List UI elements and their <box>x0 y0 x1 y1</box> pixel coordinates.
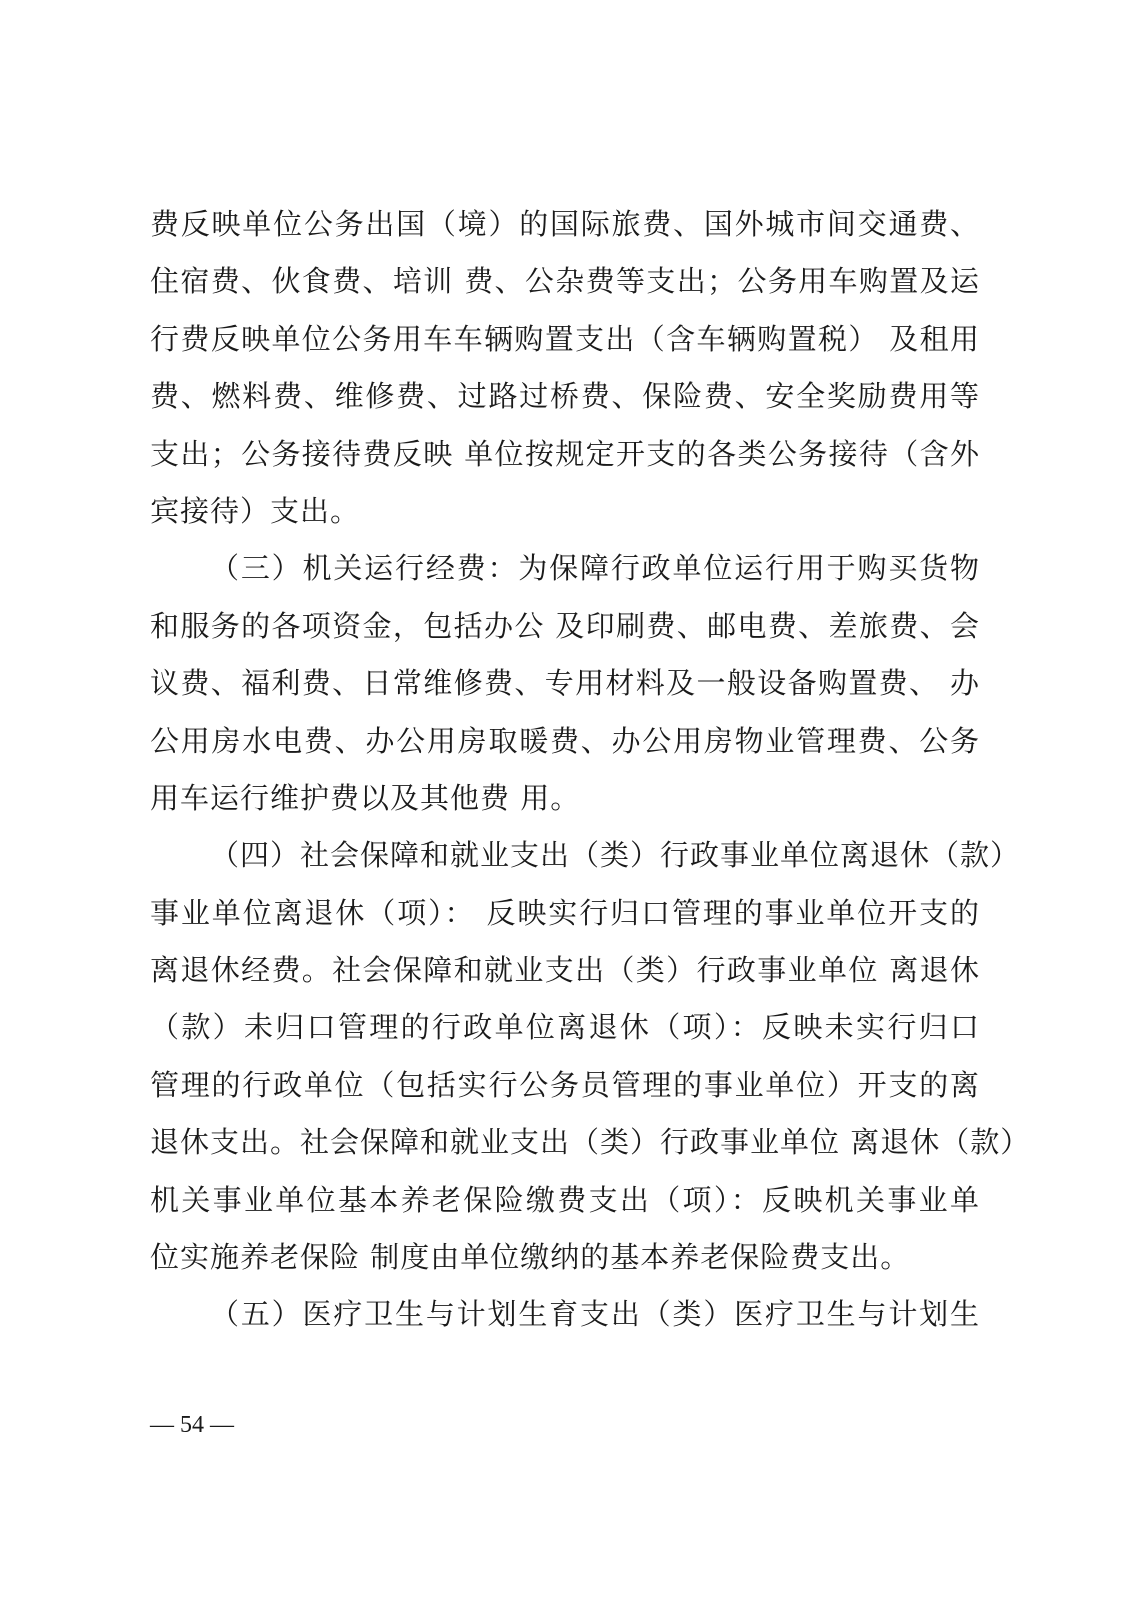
text-line: 宾接待）支出。 <box>150 493 361 528</box>
text-line: 支出；公务接待费反映 单位按规定开支的各类公务接待（含外 <box>150 436 980 471</box>
text-line: 管理的行政单位（包括实行公务员管理的事业单位）开支的离 <box>150 1067 980 1102</box>
text-line: （四）社会保障和就业支出（类）行政事业单位离退休（款） <box>210 838 1021 873</box>
document-body <box>150 196 1031 1344</box>
text-line: 退休支出。社会保障和就业支出（类）行政事业单位 离退休（款） <box>150 1125 1031 1160</box>
text-line: 住宿费、伙食费、培训 费、公杂费等支出；公务用车购置及运 <box>150 264 980 299</box>
text-line: 离退休经费。社会保障和就业支出（类）行政事业单位 离退休 <box>150 953 980 988</box>
text-line: 机关事业单位基本养老保险缴费支出（项）：反映机关事业单 <box>150 1182 980 1217</box>
text-line: 公用房水电费、办公用房取暖费、办公用房物业管理费、公务 <box>150 723 980 758</box>
text-line: 事业单位离退休（项）： 反映实行归口管理的事业单位开支的 <box>150 895 980 930</box>
text-line: （三）机关运行经费：为保障行政单位运行用于购买货物 <box>210 551 980 586</box>
text-line: 和服务的各项资金，包括办公 及印刷费、邮电费、差旅费、会 <box>150 608 980 643</box>
page-number: — 54 — <box>150 1412 234 1438</box>
text-line: 行费反映单位公务用车车辆购置支出（含车辆购置税） 及租用 <box>150 321 980 356</box>
text-line: （五）医疗卫生与计划生育支出（类）医疗卫生与计划生 <box>210 1297 980 1332</box>
text-line: 费反映单位公务出国（境）的国际旅费、国外城市间交通费、 <box>150 207 980 241</box>
text-line: 费、燃料费、维修费、过路过桥费、保险费、安全奖励费用等 <box>150 379 980 414</box>
text-line: 用车运行维护费以及其他费 用。 <box>150 780 581 815</box>
text-line: （款）未归口管理的行政单位离退休（项）：反映未实行归口 <box>150 1010 980 1045</box>
text-line: 位实施养老保险 制度由单位缴纳的基本养老保险费支出。 <box>150 1240 911 1275</box>
text-line: 议费、福利费、日常维修费、专用材料及一般设备购置费、 办 <box>150 666 980 701</box>
